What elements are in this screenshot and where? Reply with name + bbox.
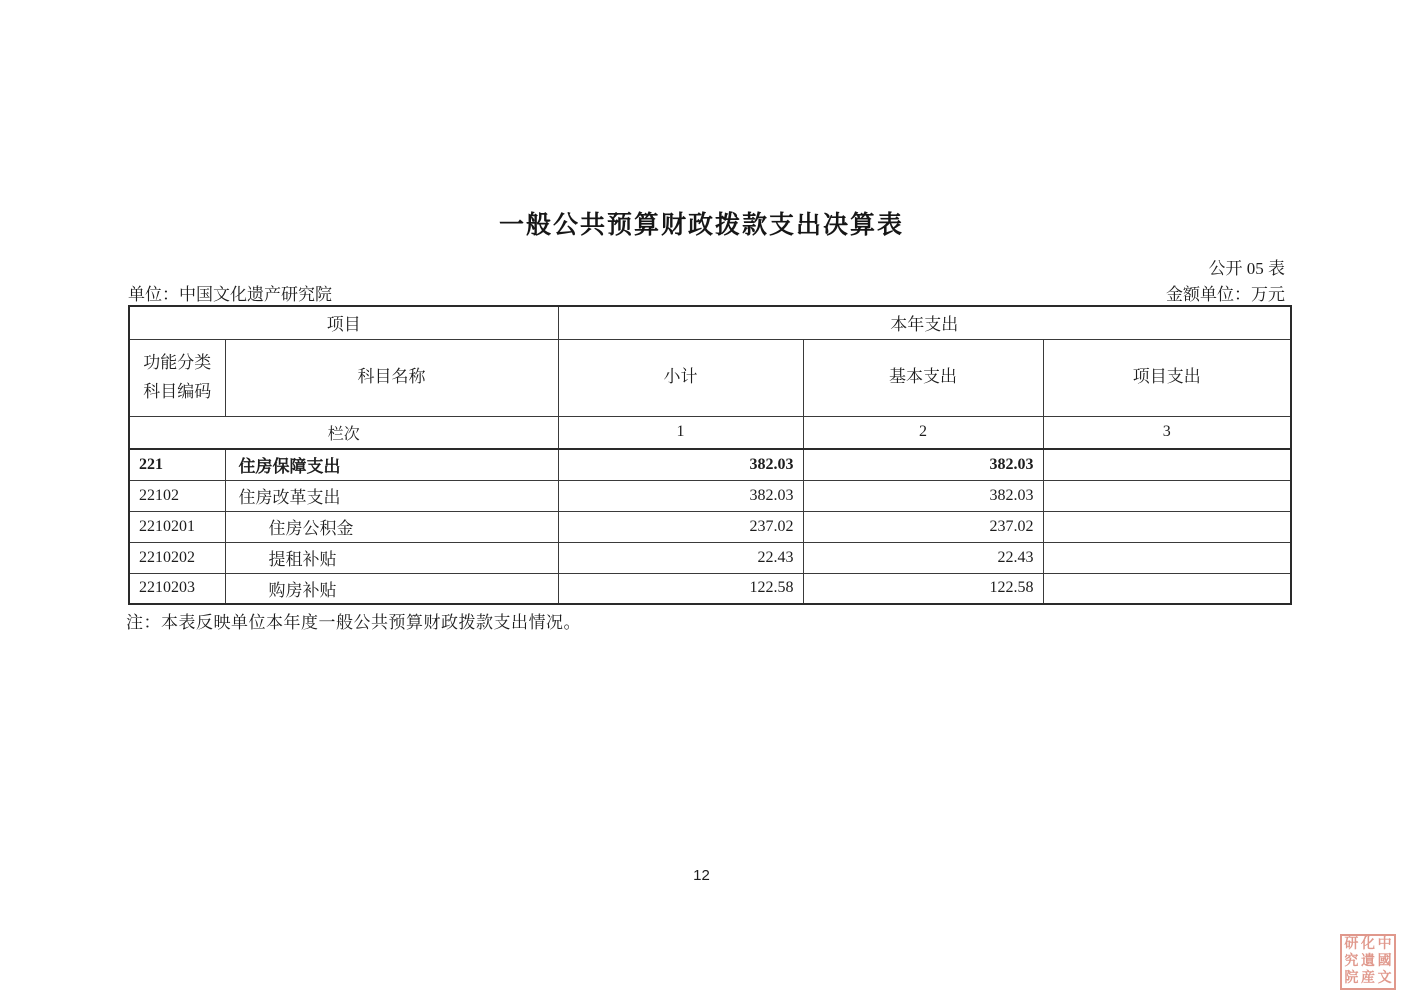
header-project-group: 项目: [129, 306, 558, 339]
table-column-header-row: [129, 339, 1291, 416]
cell-code: 2210201: [129, 511, 225, 542]
cell-subtotal: 382.03: [558, 449, 803, 480]
cell-subject-name: 住房保障支出: [225, 449, 558, 480]
column-index-row: [129, 416, 1291, 449]
page-number: 12: [693, 867, 710, 884]
footnote: 注：本表反映单位本年度一般公共预算财政拨款支出情况。: [126, 613, 581, 632]
header-subject-name: 科目名称: [225, 339, 558, 416]
header-basic-expenditure: 基本支出: [803, 339, 1043, 416]
header-function-code: [129, 339, 225, 416]
cell-code: 221: [129, 449, 225, 480]
cell-project-expenditure: [1043, 449, 1291, 480]
cell-subject-name: 购房补贴: [225, 573, 558, 604]
seal-character: 國: [1377, 953, 1392, 969]
cell-basic-expenditure: 122.58: [803, 573, 1043, 604]
seal-character: 文: [1377, 970, 1392, 986]
form-code-label: 公开 05 表: [1208, 259, 1285, 278]
table-row: [129, 573, 1291, 604]
cell-subject-name: 住房改革支出: [225, 480, 558, 511]
column-index-3: 3: [1043, 416, 1291, 449]
cell-subject-name: 提租补贴: [225, 542, 558, 573]
unit-label: 单位：中国文化遗产研究院: [128, 285, 332, 304]
column-index-2: 2: [803, 416, 1043, 449]
meta-row: [128, 280, 1285, 305]
cell-project-expenditure: [1043, 542, 1291, 573]
page-title: 一般公共预算财政拨款支出决算表: [498, 212, 904, 239]
seal-character: 院: [1344, 970, 1359, 986]
cell-project-expenditure: [1043, 573, 1291, 604]
header-function-code-line1: 功能分类: [143, 353, 212, 373]
lanci-label: 栏次: [129, 416, 558, 449]
table-group-header-row: [129, 306, 1291, 339]
cell-basic-expenditure: 22.43: [803, 542, 1043, 573]
table-row: [129, 511, 1291, 542]
header-year-expenditure-group: 本年支出: [558, 306, 1291, 339]
header-function-code-line2: 科目编码: [143, 381, 212, 401]
cell-subtotal: 382.03: [558, 480, 803, 511]
amount-unit-label: 金额单位：万元: [1166, 285, 1285, 304]
budget-table: [128, 305, 1292, 605]
table-row: [129, 449, 1291, 480]
seal-character: 究: [1344, 953, 1359, 969]
column-index-1: 1: [558, 416, 803, 449]
table-row: [129, 480, 1291, 511]
seal-character: 中: [1377, 937, 1392, 953]
seal-character: 化: [1360, 937, 1375, 953]
cell-basic-expenditure: 382.03: [803, 480, 1043, 511]
cell-code: 22102: [129, 480, 225, 511]
cell-subject-name: 住房公积金: [225, 511, 558, 542]
seal-character: 遺: [1360, 953, 1375, 969]
cell-project-expenditure: [1043, 511, 1291, 542]
cell-subtotal: 237.02: [558, 511, 803, 542]
cell-project-expenditure: [1043, 480, 1291, 511]
cell-basic-expenditure: 237.02: [803, 511, 1043, 542]
cell-code: 2210202: [129, 542, 225, 573]
official-seal: [1340, 934, 1396, 990]
table-row: [129, 542, 1291, 573]
header-project-expenditure: 项目支出: [1043, 339, 1291, 416]
cell-basic-expenditure: 382.03: [803, 449, 1043, 480]
seal-character: 産: [1360, 970, 1375, 986]
header-subtotal: 小计: [558, 339, 803, 416]
cell-subtotal: 122.58: [558, 573, 803, 604]
cell-code: 2210203: [129, 573, 225, 604]
cell-subtotal: 22.43: [558, 542, 803, 573]
seal-character: 研: [1344, 937, 1359, 953]
